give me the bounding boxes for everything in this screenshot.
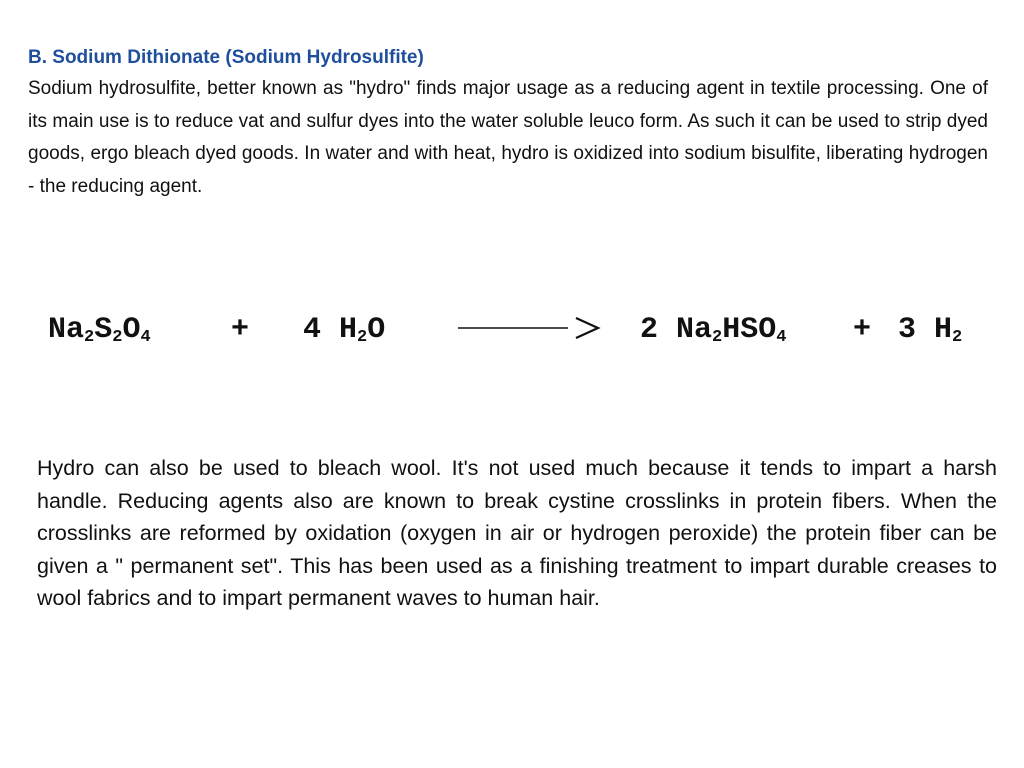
equation-reactant-water: 4 $H_2O$	[303, 313, 386, 347]
chemical-equation	[48, 306, 998, 354]
equation-product-sodium-bisulfite: 2 $Na_2HSO_4$	[640, 313, 787, 347]
section-heading: B. Sodium Dithionate (Sodium Hydrosulfite)	[28, 47, 424, 68]
equation-plus-sign: +	[231, 313, 250, 347]
equation-product-hydrogen: 3 $H_2$	[898, 313, 963, 347]
wool-bleaching-paragraph: Hydro can also be used to bleach wool. It's not used much because it tends to impart a harsh handle. Reducing agents also are known to break cystine crosslinks in protein fibers. When the crosslinks are reformed by oxidation (oxygen in air or hydrogen peroxide) the protein fiber can be given a " permanent set". This has been used as a finishing treatment to impart durable creases to wool fabrics and to impart permanent waves to human hair.	[37, 456, 997, 611]
equation-arrow	[458, 306, 603, 354]
equation-plus-sign: +	[853, 313, 872, 347]
equation-reactant-sodium-dithionite: $Na_2S_2O_4$	[48, 313, 151, 347]
intro-paragraph: Sodium hydrosulfite, better known as "hydro" finds major usage as a reducing agent in textile processing. One of its main use is to reduce vat and sulfur dyes into the water soluble leuco form. As such it can be used to strip dyed goods, ergo bleach dyed goods. In water and with heat, hydro is oxidized into sodium bisulfite, liberating hydrogen - the reducing agent.	[28, 78, 988, 197]
